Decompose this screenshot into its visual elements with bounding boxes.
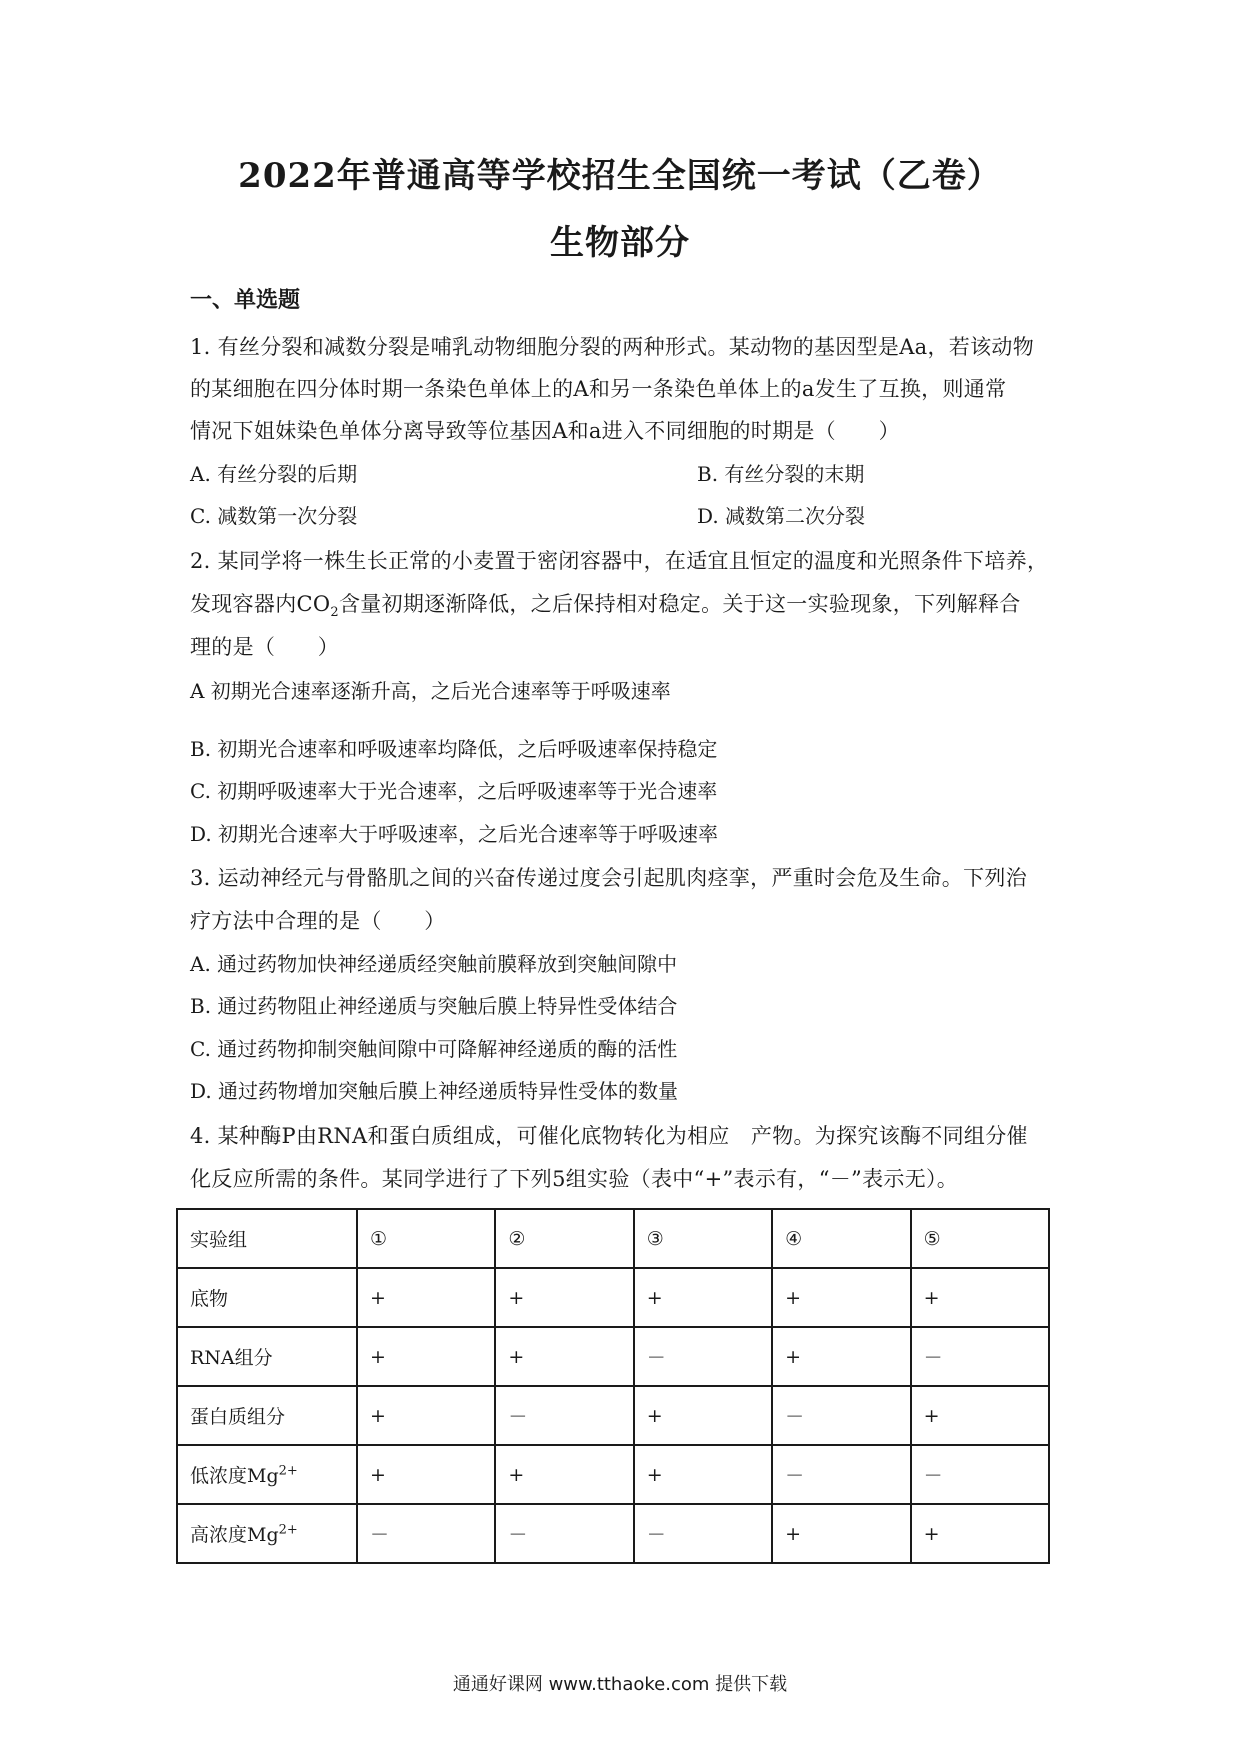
row-label-text: 底物 <box>190 1288 229 1310</box>
table-cell: + <box>357 1268 495 1327</box>
q3-option-c[interactable]: C. 通过药物抑制突触间隙中可降解神经递质的酶的活性 <box>190 1037 678 1061</box>
row-label-sup: 2+ <box>278 1463 298 1479</box>
row-label <box>177 1504 357 1563</box>
table-header-cell: ④ <box>772 1209 910 1268</box>
table-row <box>177 1268 1049 1327</box>
table-cell: － <box>772 1386 910 1445</box>
row-label <box>177 1445 357 1504</box>
q3-option-a[interactable]: A. 通过药物加快神经递质经突触前膜释放到突触间隙中 <box>190 952 678 976</box>
q1-line: 的某细胞在四分体时期一条染色单体上的A和另一条染色单体上的a发生了互换，则通常 <box>190 377 1007 401</box>
table-cell: + <box>495 1327 633 1386</box>
exam-title: 2022年普通高等学校招生全国统一考试（乙卷） <box>238 156 1002 196</box>
q1-option-b[interactable]: B. 有丝分裂的末期 <box>697 462 865 486</box>
table-header-cell: ② <box>495 1209 633 1268</box>
row-label <box>177 1386 357 1445</box>
table-cell: + <box>357 1386 495 1445</box>
co2-subscript: 2 <box>330 605 339 621</box>
q2-text: 含量初期逐渐降低，之后保持相对稳定。关于这一实验现象，下列解释合 <box>338 592 1021 616</box>
row-label-text: RNA组分 <box>190 1347 273 1369</box>
row-label-text: 低浓度Mg <box>190 1465 279 1487</box>
table-cell: + <box>634 1268 772 1327</box>
q1-line: 1. 有丝分裂和减数分裂是哺乳动物细胞分裂的两种形式。某动物的基因型是Aa，若该动物 <box>190 335 1034 359</box>
row-label-text: 高浓度Mg <box>190 1524 279 1546</box>
table-cell: + <box>911 1386 1049 1445</box>
table-header-cell: ⑤ <box>911 1209 1049 1268</box>
table-cell: + <box>357 1327 495 1386</box>
q3-line: 疗方法中合理的是（ ） <box>190 909 446 933</box>
table-cell: － <box>634 1504 772 1563</box>
table-row <box>177 1445 1049 1504</box>
row-label <box>177 1268 357 1327</box>
q1-line: 情况下姐妹染色单体分离导致等位基因A和a进入不同细胞的时期是（ ） <box>190 419 900 443</box>
table-cell: + <box>495 1268 633 1327</box>
q1-option-d[interactable]: D. 减数第二次分裂 <box>697 504 866 528</box>
table-cell: － <box>495 1386 633 1445</box>
q3-option-b[interactable]: B. 通过药物阻止神经递质与突触后膜上特异性受体结合 <box>190 994 678 1018</box>
table-cell: + <box>634 1445 772 1504</box>
q3-line: 3. 运动神经元与骨骼肌之间的兴奋传递过度会引起肌肉痉挛，严重时会危及生命。下列治 <box>190 866 1028 890</box>
table-cell: － <box>911 1327 1049 1386</box>
table-cell: － <box>911 1445 1049 1504</box>
table-cell: + <box>634 1386 772 1445</box>
footer-watermark: 通通好课网 www.tthaoke.com 提供下载 <box>452 1674 788 1695</box>
row-label <box>177 1327 357 1386</box>
q2-option-b[interactable]: B. 初期光合速率和呼吸速率均降低，之后呼吸速率保持稳定 <box>190 737 718 761</box>
q1-option-c[interactable]: C. 减数第一次分裂 <box>190 504 358 528</box>
q4-line: 4. 某种酶P由RNA和蛋白质组成，可催化底物转化为相应 产物。为探究该酶不同组分催 <box>190 1124 1028 1148</box>
q2-option-d[interactable]: D. 初期光合速率大于呼吸速率，之后光合速率等于呼吸速率 <box>190 822 719 846</box>
table-cell: + <box>357 1445 495 1504</box>
table-cell: + <box>495 1445 633 1504</box>
table-row <box>177 1327 1049 1386</box>
row-label-sup: 2+ <box>278 1522 298 1538</box>
table-row <box>177 1504 1049 1563</box>
table-cell: + <box>772 1268 910 1327</box>
q2-option-c[interactable]: C. 初期呼吸速率大于光合速率，之后呼吸速率等于光合速率 <box>190 779 718 803</box>
table-row <box>177 1386 1049 1445</box>
table-header-cell: 实验组 <box>177 1209 357 1268</box>
experiment-table <box>176 1208 1050 1564</box>
table-cell: + <box>911 1268 1049 1327</box>
q2-line: 2. 某同学将一株生长正常的小麦置于密闭容器中，在适宜且恒定的温度和光照条件下培养， <box>190 549 1049 573</box>
table-cell: － <box>357 1504 495 1563</box>
table-cell: － <box>634 1327 772 1386</box>
table-cell: － <box>772 1445 910 1504</box>
q4-line: 化反应所需的条件。某同学进行了下列5组实验（表中“+”表示有，“－”表示无）。 <box>190 1167 959 1191</box>
section-heading: 一、单选题 <box>190 287 301 313</box>
q2-text: 发现容器内CO <box>190 592 331 616</box>
q3-option-d[interactable]: D. 通过药物增加突触后膜上神经递质特异性受体的数量 <box>190 1079 679 1103</box>
row-label-text: 蛋白质组分 <box>190 1406 286 1428</box>
exam-subtitle: 生物部分 <box>550 223 690 263</box>
table-header-row <box>177 1209 1049 1268</box>
q2-line <box>190 588 1070 620</box>
q2-option-a[interactable]: A 初期光合速率逐渐升高，之后光合速率等于呼吸速率 <box>190 679 671 703</box>
table-cell: + <box>772 1327 910 1386</box>
table-cell: + <box>911 1504 1049 1563</box>
table-cell: + <box>772 1504 910 1563</box>
table-header-cell: ① <box>357 1209 495 1268</box>
table-header-cell: ③ <box>634 1209 772 1268</box>
q1-option-a[interactable]: A. 有丝分裂的后期 <box>190 462 358 486</box>
q2-line: 理的是（ ） <box>190 635 340 659</box>
table-cell: － <box>495 1504 633 1563</box>
